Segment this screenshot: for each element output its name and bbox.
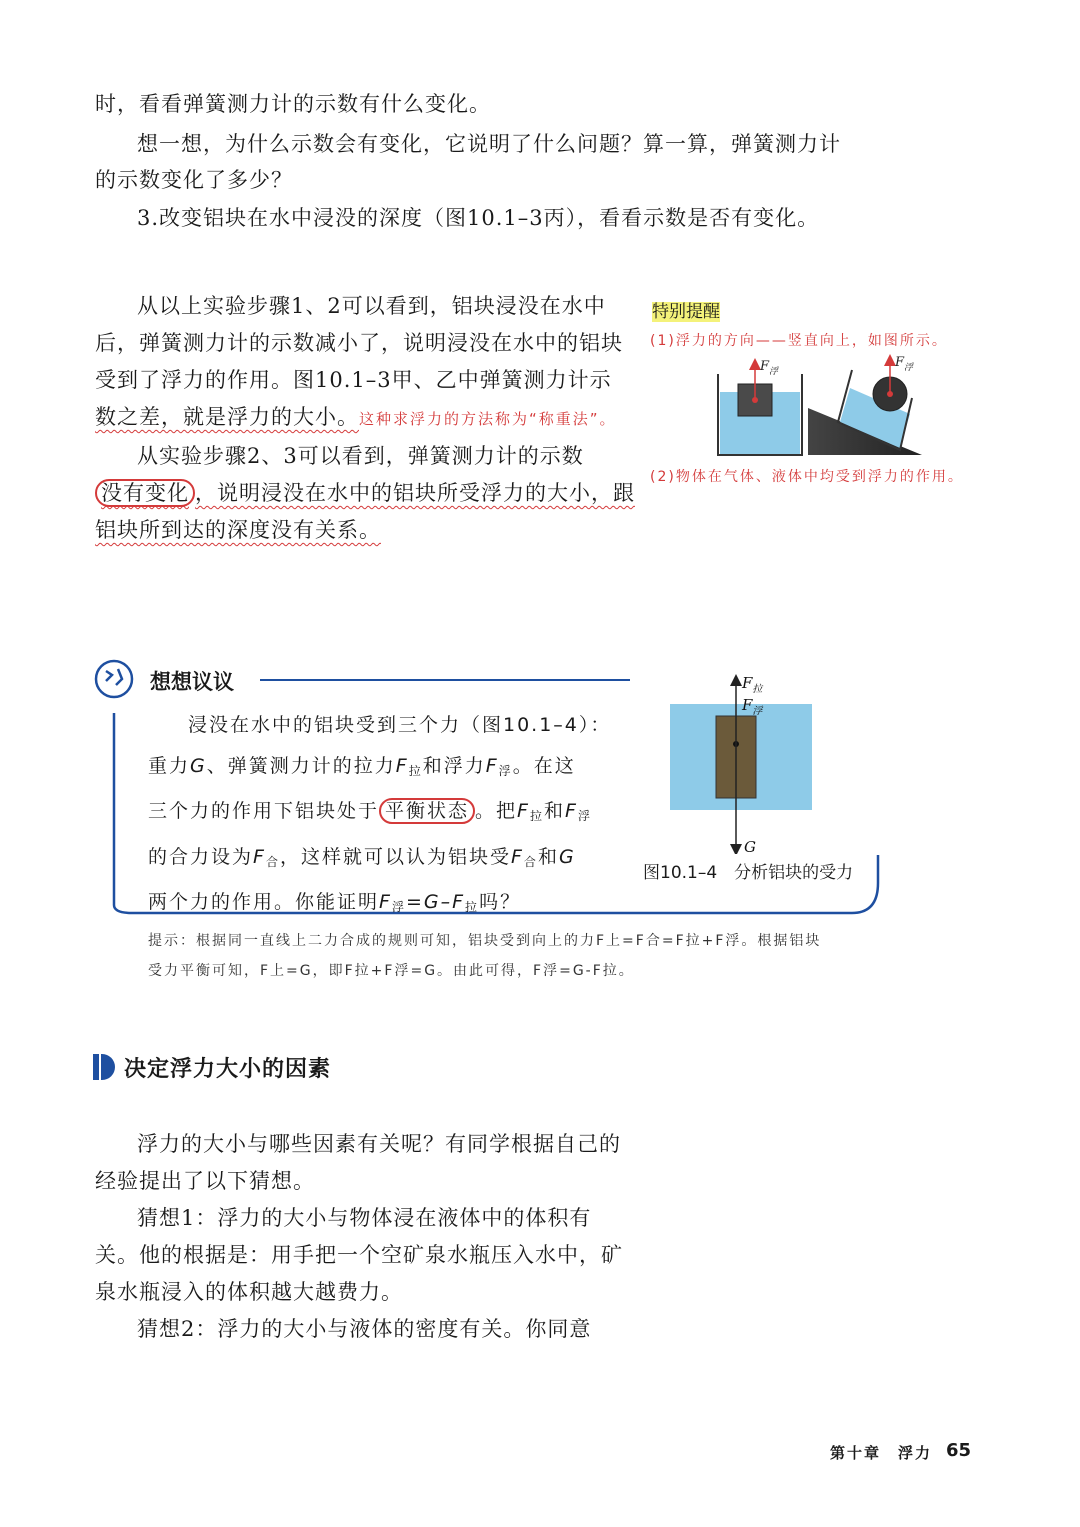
factors-text bbox=[95, 1126, 635, 1348]
hint-block bbox=[148, 926, 888, 986]
discuss-line-5: 两个力的作用。你能证明$F_浮=G-F_拉$吗？ bbox=[148, 891, 522, 914]
tension-label: F bbox=[742, 674, 753, 692]
top-line-1: 时，看看弹簧测力计的示数有什么变化。 bbox=[95, 92, 491, 116]
main-p1-l1: 从以上实验步骤1、2可以看到，铝块浸没在水中 bbox=[137, 294, 606, 318]
discuss-line-1: 浸没在水中的铝块受到三个力（图10.1–4）： bbox=[188, 714, 612, 736]
section-title: 决定浮力大小的因素 bbox=[124, 1057, 332, 1082]
discussion-text bbox=[148, 705, 628, 928]
weighing-method-note: 这种求浮力的方法称为“称重法”。 bbox=[359, 410, 617, 428]
section-marker-icon bbox=[93, 1054, 115, 1080]
factors-line-3: 猜想1：浮力的大小与物体浸在液体中的体积有 bbox=[137, 1206, 592, 1230]
discuss-line-2: 重力G、弹簧测力计的拉力$F_拉$和浮力$F_浮$。在这 bbox=[148, 754, 576, 778]
force-label-2: F bbox=[895, 355, 905, 370]
equilibrium-circled: 平衡状态 bbox=[379, 798, 475, 824]
top-line-3: 的示数变化了多少？ bbox=[95, 168, 293, 192]
main-p2-l2-rest: ，说明浸没在水中的铝块所受浮力的大小，跟 bbox=[195, 481, 635, 505]
buoyancy-label: F bbox=[742, 696, 753, 714]
main-p1-l4-text: 数之差，就是浮力的大小。 bbox=[95, 405, 359, 429]
discuss-line-3: 三个力的作用下铝块处于 平衡状态 。把$F_拉$和$F_浮$ bbox=[148, 800, 592, 823]
main-p1-l4 bbox=[95, 399, 635, 438]
footer-chapter: 第十章 浮力 bbox=[830, 1444, 933, 1462]
no-change-circled: 没有变化 bbox=[95, 479, 195, 507]
main-p2-l3-text: 铝块所到达的深度没有关系。 bbox=[95, 518, 381, 542]
discuss-line-4: 的合力设为$F_合$，这样就可以认为铝块受$F_合$和G bbox=[148, 845, 576, 869]
reminder-title: 特别提醒 bbox=[652, 302, 720, 322]
factors-line-4: 关。他的根据是：用手把一个空矿泉水瓶压入水中，矿 bbox=[95, 1243, 623, 1267]
svg-text:F浮: $F_浮$ bbox=[760, 359, 779, 377]
reminder-item-2: (2)物体在气体、液体中均受到浮力的作用。 bbox=[650, 469, 964, 485]
main-p1-l3: 受到了浮力的作用。图10.1–3甲、乙中弹簧测力计示 bbox=[95, 368, 612, 392]
hint-line-2: 受力平衡可知，F上=G，即F拉+F浮=G。由此可得，F浮=G-F拉。 bbox=[148, 963, 635, 979]
svg-text:F浮: $F_浮$ bbox=[742, 696, 763, 717]
figure-caption: 图10.1–4 分析铝块的受力 bbox=[643, 863, 854, 883]
discuss-icon bbox=[96, 661, 132, 697]
hint-line-1: 提示：根据同一直线上二力合成的规则可知，铝块受到向上的力F上=F合=F拉+F浮。根据铝块 bbox=[148, 933, 822, 949]
svg-text:F拉: $F_拉$ bbox=[742, 674, 763, 695]
top-line-2: 想一想，为什么示数会有变化，它说明了什么问题？算一算，弹簧测力计 bbox=[137, 132, 841, 156]
main-p2-l3 bbox=[95, 512, 635, 549]
buoyancy-direction-illustration bbox=[700, 352, 940, 462]
force-label-1: F bbox=[760, 359, 770, 374]
svg-text:F浮: $F_浮$ bbox=[895, 355, 914, 373]
main-p1-l2: 后，弹簧测力计的示数减小了，说明浸没在水中的铝块 bbox=[95, 331, 623, 355]
discussion-title: 想想议议 bbox=[150, 670, 234, 694]
main-p2-l2 bbox=[95, 475, 635, 512]
page-number: 65 bbox=[946, 1440, 972, 1461]
main-p2-l1: 从实验步骤2、3可以看到，弹簧测力计的示数 bbox=[137, 444, 584, 468]
figure-10-1-4 bbox=[660, 672, 830, 854]
reminder-item-1: (1)浮力的方向——竖直向上，如图所示。 bbox=[650, 333, 948, 349]
factors-line-2: 经验提出了以下猜想。 bbox=[95, 1169, 315, 1193]
main-text-block bbox=[95, 288, 635, 549]
gravity-label: G bbox=[744, 838, 756, 854]
factors-line-6: 猜想2：浮力的大小与液体的密度有关。你同意 bbox=[137, 1317, 592, 1341]
top-line-4: 3.改变铝块在水中浸没的深度（图10.1–3丙），看看示数是否有变化。 bbox=[137, 206, 820, 230]
factors-line-5: 泉水瓶浸入的体积越大越费力。 bbox=[95, 1280, 403, 1304]
factors-line-1: 浮力的大小与哪些因素有关呢？有同学根据自己的 bbox=[137, 1132, 621, 1156]
